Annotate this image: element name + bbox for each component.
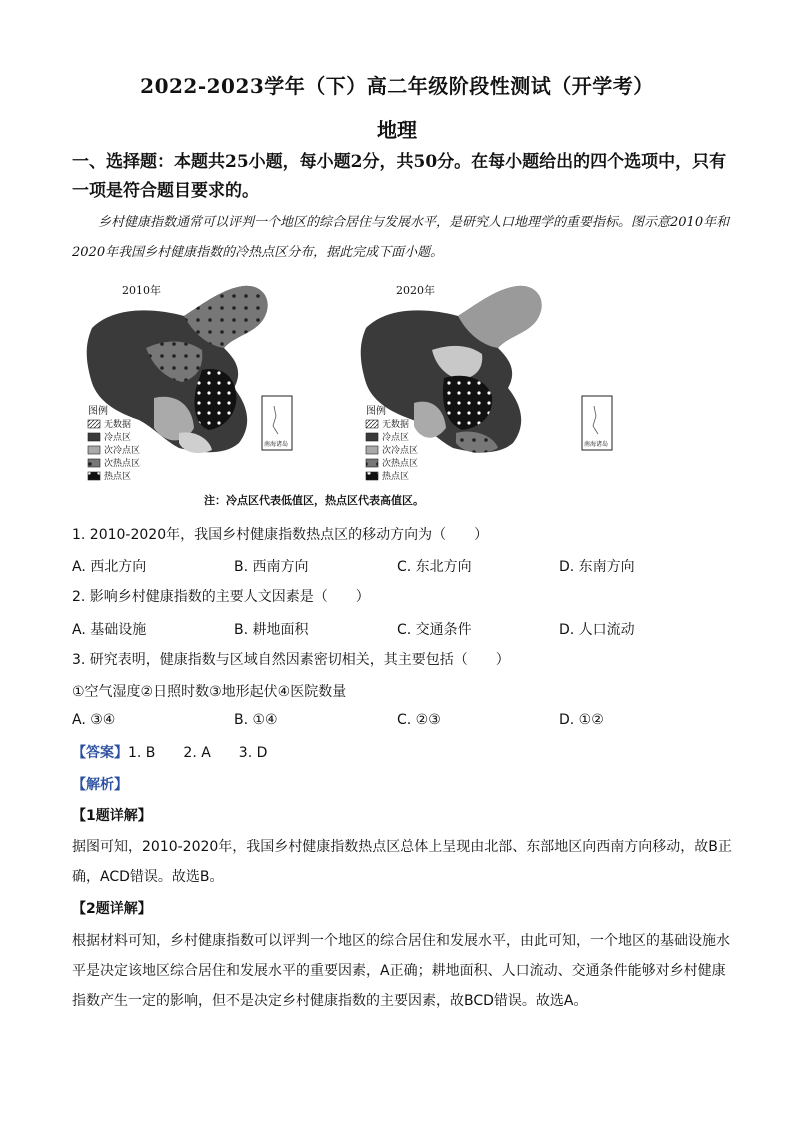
page-title: 2022-2023学年（下）高二年级阶段性测试（开学考）	[140, 74, 654, 98]
q1-option-a: A. 西北方向	[72, 559, 147, 575]
q3-option-d: D. ①②	[559, 712, 604, 728]
answer-text: 1. B 2. A 3. D	[128, 745, 268, 761]
inset-2020-label: 南海诸岛	[584, 441, 609, 448]
section-heading: 一、选择题：本题共25小题，每小题2分，共50分。在每小题给出的四个选项中，只有一项是符合题目要求的。	[72, 152, 727, 201]
map-2020	[361, 283, 612, 482]
legend-item-subhot: 次热点区	[104, 459, 141, 469]
q1-detail-text: 据图可知，2010-2020年，我国乡村健康指数热点区总体上呈现由北部、东部地区向西南方向移动，故B正确，ACD错误。故选B。	[72, 839, 732, 885]
map-2020-label: 2020年	[396, 284, 435, 297]
question-3-extra: ①空气湿度②日照时数③地形起伏④医院数量	[72, 684, 347, 700]
material-text: 乡村健康指数通常可以评判一个地区的综合居住与发展水平，是研究人口地理学的重要指标。图示意2010年和2020年我国乡村健康指数的冷热点区分布，据此完成下面小题。	[72, 215, 730, 260]
legend-2020-cold: 冷点区	[382, 433, 410, 443]
legend-item-subcold: 次冷点区	[104, 446, 141, 456]
legend-item-nodata: 无数据	[104, 420, 132, 430]
map-2010	[87, 283, 292, 482]
q2-option-d: D. 人口流动	[559, 622, 635, 638]
legend-2020-nodata: 无数据	[382, 420, 410, 430]
legend-2020-title: 图例	[366, 406, 386, 417]
q2-option-c: C. 交通条件	[397, 622, 472, 638]
legend-2020-subhot: 次热点区	[382, 459, 419, 469]
q1-option-c: C. 东北方向	[397, 559, 472, 575]
legend-2020-hot: 热点区	[382, 472, 410, 482]
q3-option-c: C. ②③	[397, 712, 441, 728]
question-3-stem: 3. 研究表明，健康指数与区域自然因素密切相关，其主要包括（ ）	[72, 652, 510, 668]
question-2-stem: 2. 影响乡村健康指数的主要人文因素是（ ）	[72, 589, 370, 605]
q2-option-a: A. 基础设施	[72, 622, 147, 638]
legend-item-hot: 热点区	[104, 472, 132, 482]
figure-note: 注：冷点区代表低值区，热点区代表高值区。	[204, 494, 424, 507]
q2-option-b: B. 耕地面积	[234, 622, 309, 638]
legend-item-cold: 冷点区	[104, 433, 132, 443]
q1-option-d: D. 东南方向	[559, 559, 635, 575]
q2-detail-label: 【2题详解】	[72, 901, 152, 917]
q1-detail-label: 【1题详解】	[72, 808, 152, 824]
answer-line	[72, 742, 732, 764]
maps-svg	[84, 278, 644, 510]
maps-figure	[84, 278, 644, 510]
answer-label: 【答案】	[72, 745, 128, 761]
legend-title: 图例	[88, 406, 108, 417]
inset-2010-label: 南海诸岛	[264, 441, 289, 448]
subject-title: 地理	[377, 118, 417, 142]
map-2010-label: 2010年	[122, 284, 161, 297]
q2-detail-text: 根据材料可知，乡村健康指数可以评判一个地区的综合居住和发展水平，由此可知，一个地区的基础设施水平是决定该地区综合居住和发展水平的重要因素，A正确；耕地面积、人口流动、交通条件能够对乡村健康指数产生一定的影响，但不是决定乡村健康指数的主要因素，故BCD错误。故选A。	[72, 933, 730, 1009]
question-1-stem: 1. 2010-2020年，我国乡村健康指数热点区的移动方向为（ ）	[72, 527, 489, 543]
q3-option-b: B. ①④	[234, 712, 278, 728]
legend-2020-subcold: 次冷点区	[382, 446, 419, 456]
q1-option-b: B. 西南方向	[234, 559, 309, 575]
q3-option-a: A. ③④	[72, 712, 116, 728]
analysis-label: 【解析】	[72, 777, 128, 793]
